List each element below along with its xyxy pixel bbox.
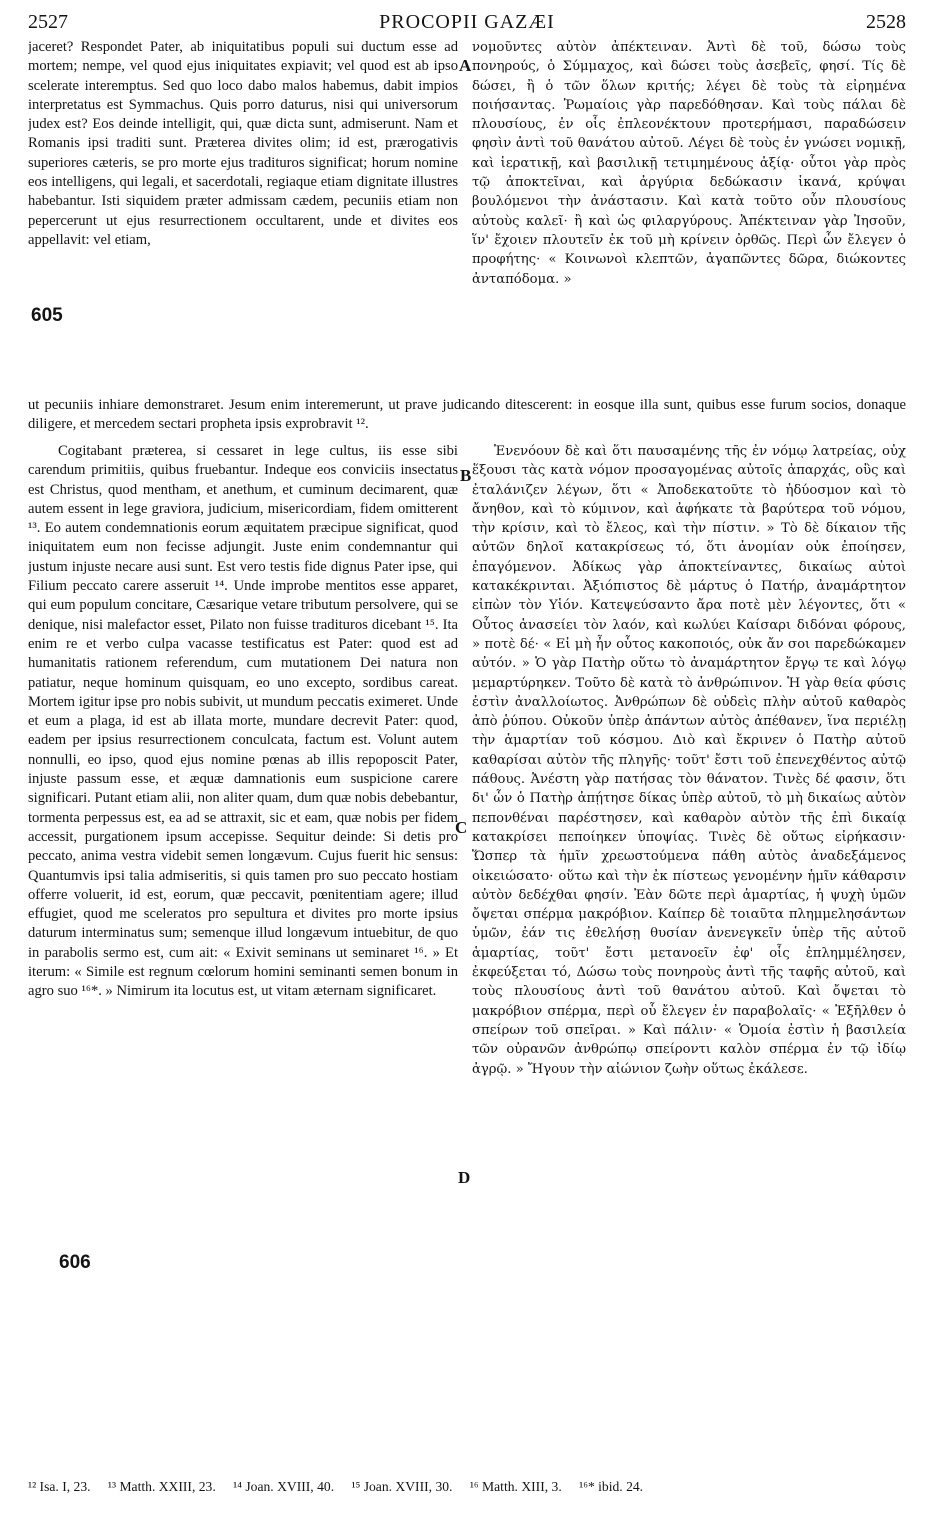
footnote: ¹⁶* ibid. 24. [579,1479,644,1494]
greek-column-block-1 [472,38,906,395]
footnotes [28,1476,906,1498]
section-letter-d: D [458,1168,471,1187]
left-page-number: 2527 [28,11,68,33]
column-number-606: 606 [59,1252,91,1273]
greek-column-block-2 [472,442,906,1442]
latin-paragraph: Cogitabant præterea, si cessaret in lege cultus, iis esse sibi carendum primitiis, quibus fruebantur. Indeque eos conviciis insectatus est Christus, quod mentham, et anethum, et cuminum decimarent, quæ autem essent in lege graviora, judicium, misericordiam, fidem omitterent ¹³. Eo autem condemnationis eorum æquitatem præcipue significat, quod iniquitatem eum non fecisse adjungit. Juste enim condemnantur qui justum injuste necare ausi sunt. Est vero testis fide dignus Pater ipse, qui Filium peccato carere asseruit ¹⁴. Unde improbe mentitos esse apparet, qui eum populum concitare, Cæsarique vetare tributum persolvere, qui se denique, nisi malefactor esset, Pilato non fuisse tradituros dicebant ¹⁵. Ita enim re et verbo culpa vacasse testificatus est Pater: quod est ad humanitatis rationem referendum, cum mutationem Dei natura non patiatur, neque hominum quisquam, eo uno excepto, sordibus careat. Mortem igitur ipse pro nobis subivit, ut mundum peccatis eximeret. Unde et eum a plaga, id est ab illata morte, mundare decrevit Pater: quod, eadem per ipsius resurrectionem conculcata, factum est. Volunt autem nonnulli, eo ipso, quod ejus nomine pœnas ab illis repoposcit Pater, injuste passum esse, et æquæ damnationis eum suspicione carere significari. Putant etiam alii, non aliter quam, dum quæ nobis debebantur, tormenta perpessus est, ea ad se attraxit, sic et eam, quæ nobis per fidem accessit, purgationem ipsum accepisse. Sequitur deinde: Si detis pro peccato, anima vestra videbit semen longævum. Cujus fuerit hic sensus: Quantumvis ipsi talia admiseritis, si quis tamen pro suo peccato hostiam offerre voluerit, id est, eorum, quæ peccavit, pœnitentiam agere; illud effugiet, quod me sceleratos pro sepultura et divites pro morte ipsius daturum interminatus sum; semenque illud longævum intuebitur, de quo in parabolis sermo est, cum ait: « Exivit seminans ut seminaret ¹⁶. » Et iterum: « Simile est regnum cœlorum homini seminanti semen bonum in agro suo ¹⁶*. » Nimirum ita locutus est, ut vitam æternam significaret. [28,443,458,1000]
greek-paragraph: Ἐνενόουν δὲ καὶ ὅτι παυσαμένης τῆς ἐν νόμῳ λατρείας, οὐχ ἕξουσι τὰς κατὰ νόμον προσαγομένας αὐτοῖς ἀπαρχάς, οὓς καὶ ἐταλάνιζεν λέγων, ὅτι « Ἀποδεκατοῦτε τὸ ἡδύοσμον καὶ τὸ ἄνηθον, καὶ τὸ κύμινον, καὶ ἀφήκατε τὰ βαρύτερα τοῦ νόμου, τὴν κρίσιν, καὶ τὸ ἔλεος, καὶ τὴν πίστιν. » Τὸ δὲ δίκαιον τῆς αὐτῶν δηλοῖ κατακρίσεως τό, ὅτι ἀνομίαν οὐκ ἐποίησεν, ἐπαγόμενον. Ἀδίκως γὰρ ἀποκτείναντες, δικαίως αὐτοὶ κατακέκρινται. Ἀξιόπιστος δὲ μάρτυς ὁ Πατήρ, ἀναμάρτητον εἰπὼν τὸν Υἱόν. Κατεψεύσαντο ἄρα ποτὲ μὲν λέγοντες, ὅτι « Οὗτος ἀνασείει τὸν λαόν, καὶ κωλύει Καίσαρι διδόναι φόρους, » ποτὲ δέ· « Εἰ μὴ ἦν οὗτος κακοποιός, οὐκ ἄν σοι παρεδώκαμεν αὐτόν. » Ὁ γὰρ Πατὴρ οὕτω τὸ ἀναμάρτητον ἔργῳ τε καὶ λόγῳ μεμαρτύρηκεν. Τοῦτο δὲ κατὰ τὸ ἀνθρώπινον. Ἡ γὰρ θεία φύσις ἐστὶν ἀναλλοίωτος. Ἀνθρώπων δὲ οὐδεὶς πλὴν αὐτοῦ καθαρὸς ἀπὸ ῥύπου. Οὐκοῦν ὑπὲρ ἁπάντων αὐτὸς ἀπέθανεν, ἵνα περιέλῃ τὴν ἁμαρτίαν τοῦ κόσμου. Διὸ καὶ ἔκρινεν ὁ Πατὴρ αὐτοῦ καθαρίσαι αὐτὸν τῆς πληγῆς· τοῦτ' ἔστι τοῦ ἐπενεχθέντος αὐτῷ πάθους. Ἀνέστη γὰρ πατήσας τὸν θάνατον. Τινὲς δέ φασιν, ὅτι δι' ὧν ὁ Πατὴρ ἀπῄτησε δίκας ὑπὲρ αὐτοῦ, τὸ μὴ δικαίως αὐτὸν πεπονθέναι παρέστησεν, καὶ καθαρὸν αὐτὸν τῆς ἐπὶ δικαίᾳ κατακρίσει πεποίηκεν ὑποψίας. Τινὲς δὲ οὕτως εἰρήκασιν· Ὥσπερ τὰ ἡμῖν χρεωστούμενα πάθη αὐτὸς ἀναδεξάμενος οἰκειώσατο· οὕτω καὶ τὴν ἐκ πίστεως γενομένην ἡμῖν κάθαρσιν αὐτὸν δεδέχθαι φησίν. Ἐὰν δῶτε περὶ ἁμαρτίας, ἡ ψυχὴ ὑμῶν ὄψεται σπέρμα μακρόβιον. Καίπερ δὲ τοιαῦτα πλημμελησάντων ὑμῶν, ἐάν τις ἐθελήσῃ θυσίαν ἀνενεγκεῖν ὑπὲρ τῆς αὐτοῦ ἁμαρτίας, τοῦτ' ἔστι μετανοεῖν ἐφ' οἷς ἐπλημμέλησεν, ἐκφεύξεται τό, Δώσω τοὺς πονηροὺς ἀντὶ τῆς ταφῆς αὐτοῦ, καὶ τοὺς πλουσίους ἀντὶ τοῦ θανάτου αὐτοῦ. Καὶ ὄψεται τὸ μακρόβιον σπέρμα, περὶ οὗ ἔλεγεν ἐν παραβολαῖς· « Ἐξῆλθεν ὁ σπείρων τοῦ σπεῖραι. » Καὶ πάλιν· « Ὁμοία ἐστὶν ἡ βασιλεία τῶν οὐρανῶν ἀνθρώπῳ σπείροντι καλὸν σπέρμα ἐν τῷ ἰδίῳ ἀγρῷ. » Ἤγουν τὴν αἰώνιον ζωὴν οὕτως ἐκάλεσε. [472,444,906,1077]
latin-paragraph: jaceret? Respondet Pater, ab iniquitatibus populi sui ductum esse ad mortem; nempe, vel quod ejus iniquitates expiavit; vel quod est ab ipso scelerate interemptus. Sed quo loco dabo malos habemus, dabit impios interpretatus est Symmachus. Quis porro daturus, nisi qui universorum judex est? Eos deinde intelligit, qui, quæ dicta sunt, admiserunt. Nam et Romanis ipsi traditi sunt. Præterea divites olim; id est, prærogativis superiores cæteris, se pro morte ejus tradituros significat; horum nomine eos intelligens, qui legali, et sacerdotali, regiaque etiam dignitate illustres habebantur. Isti siquidem præter admissam cædem, pecuniis etiam non pepercerunt ut ejus resurrectionem occultarent, unde et divites eos appellavit: vel etiam, [28,39,458,248]
section-letter-a: A [459,56,472,75]
footnote: ¹² Isa. I, 23. [28,1479,91,1494]
column-number-605: 605 [31,305,63,326]
right-page-number: 2528 [866,11,906,33]
running-title: PROCOPII GAZÆI [379,11,555,33]
footnote: ¹⁴ Joan. XVIII, 40. [233,1479,335,1494]
page-header [28,8,906,36]
latin-column-block-2 [28,442,458,1462]
latin-column-block-1 [28,38,458,395]
full-width-paragraph [28,396,906,436]
footnote: ¹³ Matth. XXIII, 23. [107,1479,216,1494]
footnote: ¹⁶ Matth. XIII, 3. [469,1479,562,1494]
full-width-text: ut pecuniis inhiare demonstraret. Jesum enim interemerunt, ut prave judicando ditescerent: in eosque illa sunt, quibus esse furum socios, donaque diligere, et mercedem sectari propheta ipsis exprobravit ¹². [28,397,906,433]
greek-paragraph: νομοῦντες αὐτὸν ἀπέκτειναν. Ἀντὶ δὲ τοῦ, δώσω τοὺς πονηρούς, ὁ Σύμμαχος, καὶ δώσει τοὺς ἀσεβεῖς, φησί. Τίς δὲ δώσει, ἢ ὁ τῶν ὅλων κριτής; λέγει δὲ τοὺς τὰ εἰρημένα ποιήσαντας. Ῥωμαίοις γὰρ παρεδόθησαν. Καὶ τοὺς πάλαι δὲ πλουσίους, ἐν οἷς ἐπλεονέκτουν προτερήμασι, παραδώσειν φησὶν ἀντὶ τοῦ θανάτου αὐτοῦ. Λέγει δὲ τοὺς ἐν γνώσει νομικῇ, καὶ ἱερατικῇ, καὶ βασιλικῇ τετιμημένους ἀξίᾳ· οὗτοι γὰρ πρὸς τῷ ἀποκτεῖναι, καὶ ἀργύρια δεδώκασιν ἱκανά, κρύψαι βουλόμενοι τὴν ἀνάστασιν. Καὶ κατὰ τοῦτο οὖν πλουσίους αὐτοὺς καλεῖ· ἢ καὶ ὡς φιλαργύρους. Ἀπέκτειναν γὰρ Ἰησοῦν, ἵν' ἔχοιεν πλουτεῖν ἐκ τοῦ μὴ κρίνειν ὀρθῶς. Περὶ ὧν ἔλεγεν ὁ προφήτης· « Κοινωνοὶ κλεπτῶν, ἀγαπῶντες δῶρα, διώκοντες ἀνταπόδομα. » [472,40,906,287]
section-letter-c: C [455,818,468,837]
footnote: ¹⁵ Joan. XVIII, 30. [351,1479,453,1494]
section-letter-b: B [460,466,472,485]
